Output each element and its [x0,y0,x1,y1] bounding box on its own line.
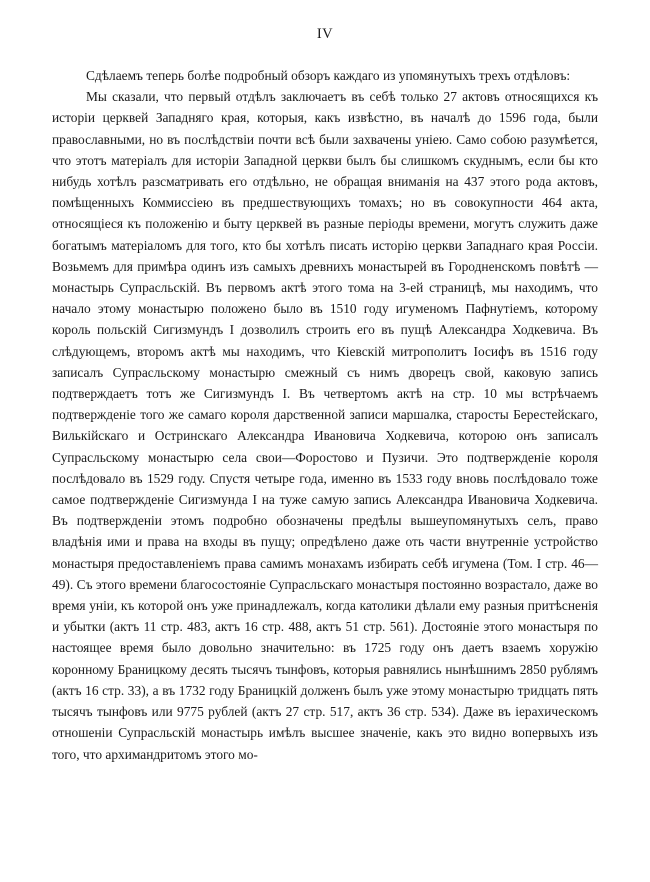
page-body [52,65,598,765]
paragraph: Сдѣлаемъ теперь болѣе подробный обзоръ каждаго из упомянутыхъ трехъ отдѣловъ: [86,68,571,83]
paragraph: Мы сказали, что первый отдѣлъ заключаетъ въ себѣ только 27 актовъ относящихся къ исторіи церквей Западняго края, которыя, какъ извѣстно, въ началѣ до 1596 года, были православными, но въ послѣдствіи почти всѣ были захвачены уніею. Само собою разумѣется, что этотъ матеріалъ для исторіи Западной церкви былъ бы слишкомъ скуднымъ, если бы кто нибудь хотѣлъ разсматривать его отдѣльно, не обращая вниманія на 437 этого рода актовъ, помѣщенныхъ Коммиссіею въ предшествующихъ томахъ; но въ совокупности 464 акта, относящіеся къ положенію и быту церквей въ разные періоды времени, могутъ служить даже богатымъ матеріаломъ для того, кто бы хотѣлъ писать исторію церкви Западнаго края Россіи. Возьмемъ для примѣра одинъ изъ самыхъ древнихъ монастырей въ Городненскомъ повѣтѣ — монастырь Супрасльскій. Въ первомъ актѣ этого тома на 3-ей страницѣ, мы находимъ, что начало этому монастырю положено было въ 1510 году игуменомъ Пафнутіемъ, которому король польскій Сигизмундъ I дозволилъ строить его въ пущѣ Александра Ходкевича. Въ слѣдующемъ, второмъ актѣ мы находимъ, что Кіевскій митрополитъ Іосифъ въ 1516 году записалъ Супрасльскому монастырю смежный съ нимъ дворецъ свой, каковую запись подтверждаетъ тотъ же Сигизмундъ I. Въ четвертомъ актѣ на стр. 10 мы встрѣчаемъ подтвержденіе того же самаго короля дарственной записи маршалка, старосты Берестейскаго, Вилькійскаго и Остринскаго Александра Ивановича Ходкевича, которою онъ записалъ Супрасльскому монастырю села свои—Форостово и Пузичи. Это подтвержденіе короля послѣдовало въ 1529 году. Спустя четыре года, именно въ 1533 году вновь послѣдовало тоже самое подтвержденіе Сигизмунда I на туже самую запись Александра Ивановича Ходкевича. Въ подтвержденіи этомъ подробно обозначены предѣлы вышеупомянутыхъ селъ, право владѣнія ими и права на входы въ пущу; опредѣлено даже оть части внутренніе устройство монастыря предоставленіемъ права самимъ монахамъ избирать себѣ игумена (Том. I стр. 46—49). Съ этого времени благосостояніе Супрасльскаго монастыря постоянно возрастало, даже во время уніи, къ которой онъ уже принадлежалъ, когда католики дѣлали ему разныя притѣсненія и убытки (актъ 11 стр. 483, актъ 16 стр. 488, актъ 51 стр. 561). Достояніе этого монастыря по настоящее время было довольно значительно: въ 1725 году онъ даетъ взаемъ хоружію коронному Браницкому десять тысячъ тынфовъ, которыя равнялись нынѣшнимъ 2850 рублямъ (актъ 16 стр. 33), а въ 1732 году Браницкій долженъ былъ уже этому монастырю тридцать пять тысячъ тынфовъ или 9775 рублей (актъ 27 стр. 517, актъ 36 стр. 534). Даже въ іерахическомъ отношеніи Супрасльскій монастырь имѣлъ высшее значеніе, какъ это видно вопервыхъ изъ того, что архимандритомъ этого мо- [52,89,598,762]
page-number: IV [316,26,334,42]
